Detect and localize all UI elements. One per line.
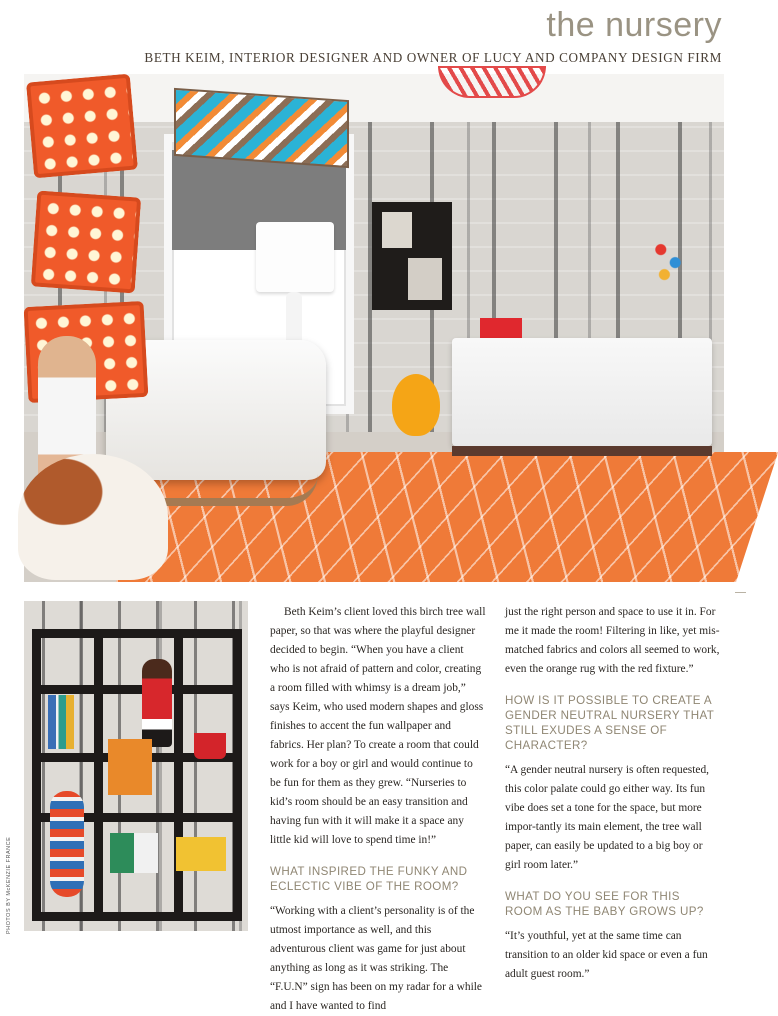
yellow-duck-stool: [392, 374, 440, 436]
article-column-2: [505, 603, 721, 984]
white-dresser: [452, 338, 712, 446]
answer-paragraph-1: “Working with a client’s personality is of the utmost importance as well, and this adventurous client was game for just about anything as long as it was striking. The “F.U.N” sign has been on my radar for a while and I have wanted to find: [270, 905, 482, 1012]
patterned-valance: [174, 88, 349, 168]
intro-paragraph: Beth Keim’s client loved this birch tree wall paper, so that was where the playful designer decided to begin. “When you have a client who is not afraid of pattern and color, creating a room filled with whimsy is a dream job,” says Keim, who used modern shapes and gloss finishes to accent the fun wallpaper and fabrics. Her plan? To create a room that could work for a boy or girl and would continue to be fun for them as they grew. “Nurseries to kid’s room should be an easy transition and having fun with it will make it a space any little kid will love to spend time in!”: [270, 606, 486, 846]
book-stack: [110, 833, 158, 873]
sock-monkey: [50, 791, 84, 897]
answer-paragraph-3: “It’s youthful, yet at the same time can transition to an older kid space or even a fun adult guest room.”: [505, 930, 708, 980]
toy-soldier: [142, 659, 172, 747]
question-heading-1: WHAT INSPIRED THE FUNKY AND ECLECTIC VIBE OF THE ROOM?: [270, 865, 468, 893]
red-light-fixture: [438, 66, 546, 98]
shelf-board: [32, 685, 242, 694]
article-column-1: [270, 603, 486, 1016]
shelf-divider: [174, 629, 183, 921]
answer-paragraph-2: “A gender neutral nursery is often requested, this color palate could go either way. Its fun vibe does set a tone for the space, but more impor-tantly its main element, the tree wall paper, can easily be updated to a big boy or girl room later.”: [505, 764, 710, 871]
question-heading-3: WHAT DO YOU SEE FOR THIS ROOM AS THE BABY GROWS UP?: [505, 890, 704, 918]
picture-book: [108, 739, 152, 795]
marquee-letter-u: [31, 190, 141, 293]
marquee-letter-f: [26, 74, 138, 179]
question-heading-2: HOW IS IT POSSIBLE TO CREATE A GENDER NEUTRAL NURSERY THAT STILL EXUDES A SENSE OF CHARACTER?: [505, 694, 715, 752]
floor-lamp-shade: [256, 222, 334, 292]
hero-photo-nursery-room: [24, 74, 724, 582]
toy-blocks: [176, 837, 226, 871]
section-title: the nursery: [546, 6, 722, 44]
dog: [18, 454, 168, 580]
red-box: [480, 318, 522, 340]
shelf-divider: [94, 629, 103, 921]
books: [48, 695, 74, 749]
edge-rule: [735, 592, 746, 593]
shelf-detail-photo: [24, 601, 248, 931]
answer-paragraph-1-continued: just the right person and space to use it in. For me it made the room! Filtering in like, yet mis-matched fabrics and colors all seemed to work, even the orange rug with the red fixture.”: [505, 606, 720, 675]
byline: BETH KEIM, INTERIOR DESIGNER AND OWNER OF LUCY AND COMPANY DESIGN FIRM: [144, 50, 722, 65]
red-cup: [194, 733, 226, 759]
wall-shelf: [372, 202, 452, 310]
butterfly-wall-art: [650, 234, 686, 286]
dresser-base: [452, 446, 712, 470]
photo-credit: PHOTOS BY McKENZIE FRANCE: [6, 836, 12, 934]
